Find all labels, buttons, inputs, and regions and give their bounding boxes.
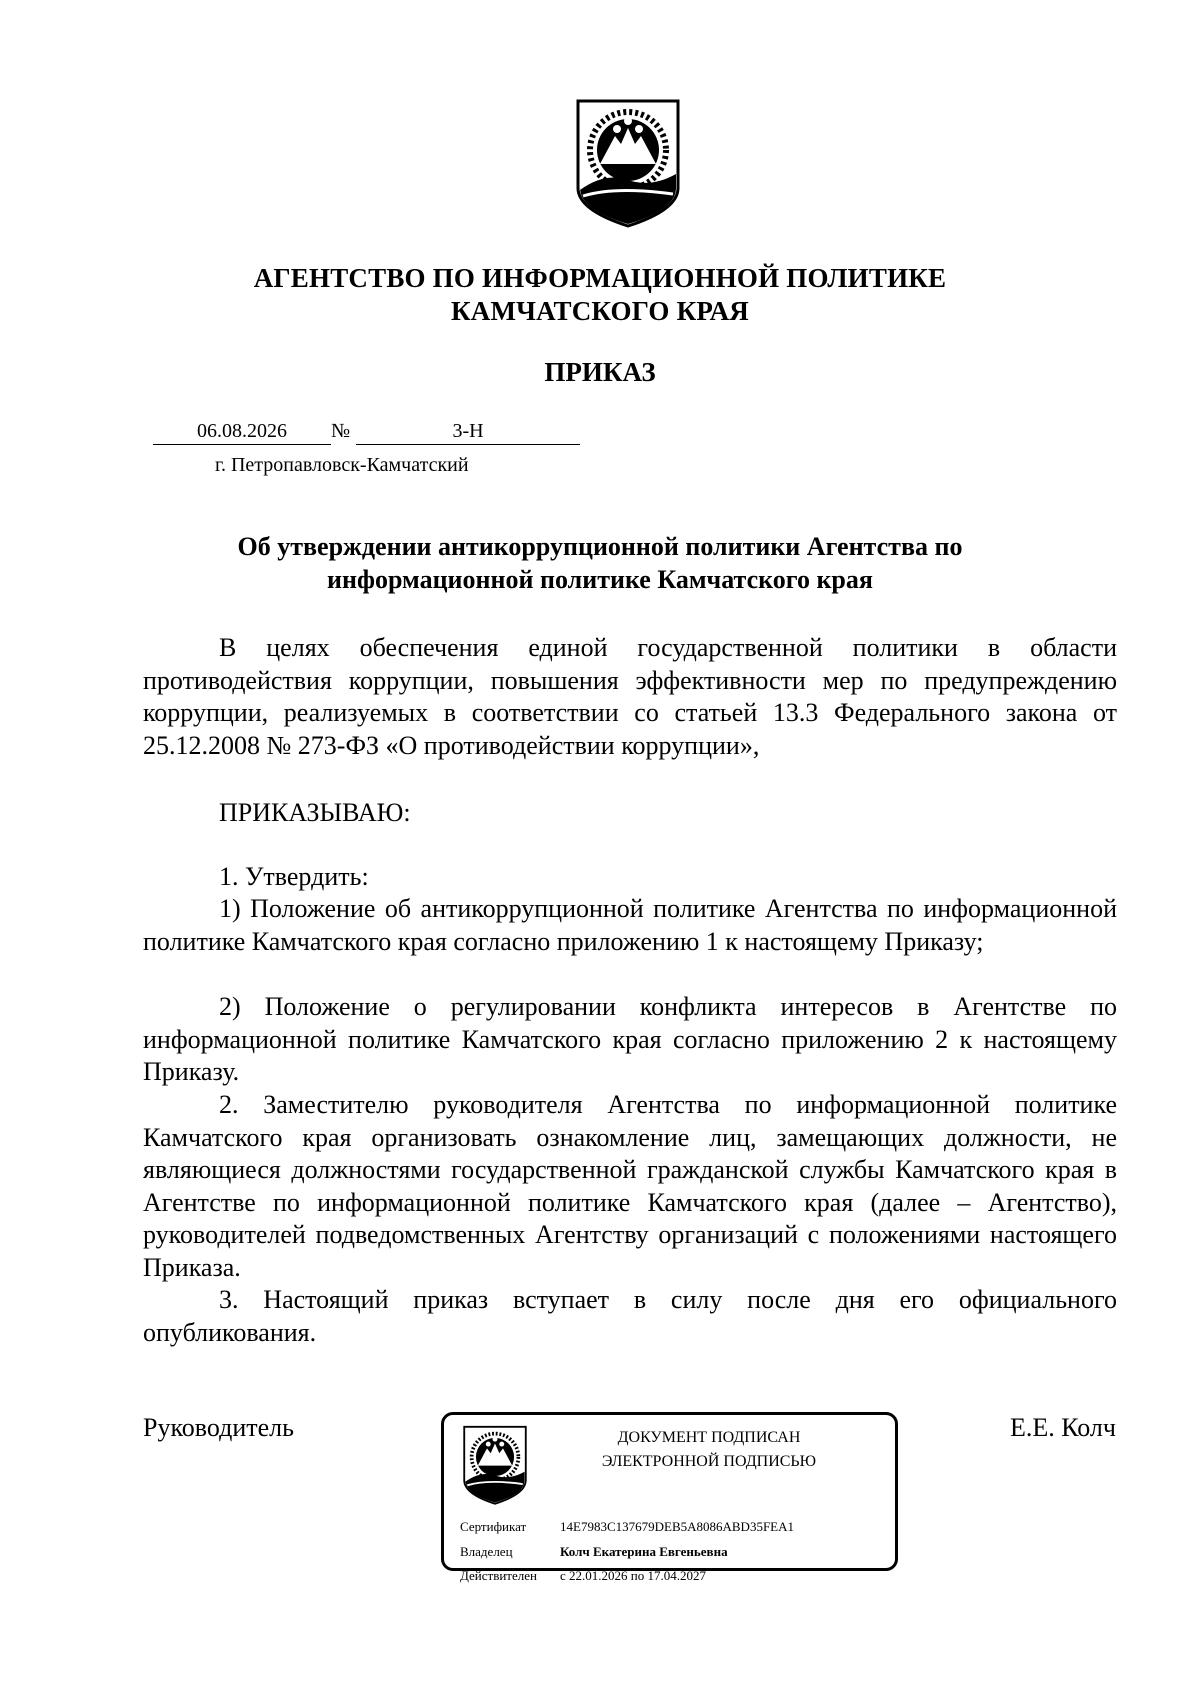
subject-line-2: информационной политике Камчатского края [327,565,873,594]
kamchatka-coat-of-arms-icon [575,98,681,228]
agency-title-line-2: КАМЧАТСКОГО КРАЯ [451,296,749,326]
stamp-owner-row [460,1544,728,1560]
city: г. Петропавловск-Камчатский [215,454,469,476]
item-1: 1. Утвердить: [219,862,369,891]
owner-label: Владелец [460,1544,513,1559]
subject-line-1: Об утверждении антикоррупционной политики Агентства по [237,532,963,561]
order-date: 06.08.2026 [153,420,331,445]
stamp-certificate-row [460,1519,794,1535]
agency-title-line-1: АГЕНТСТВО ПО ИНФОРМАЦИОННОЙ ПОЛИТИКЕ [253,263,947,293]
stamp-validity-row [460,1568,706,1584]
certificate-value: 14E7983C137679DEB5A8086ABD35FEA1 [560,1519,795,1534]
item-2: 2. Заместителю руководителя Агентства по информационной политике Камчатского края организовать ознакомление лиц, замещающих должности, не являющиеся должностями государственной гражданской службы Камчатского края в Агентстве по информационной политике Камчатского края (далее – Агентство), руководителей подведомственных Агентству организаций с положениями настоящего Приказа. [143,1090,1117,1282]
item-1-2: 2) Положение о регулировании конфликта интересов в Агентстве по информационной политике Камчатского края согласно приложению 2 к настоящему Приказу. [143,992,1117,1086]
stamp-heading-2: ЭЛЕКТРОННОЙ ПОДПИСЬЮ [601,1453,817,1470]
item-1-1: 1) Положение об антикоррупционной политике Агентства по информационной политике Камчатского края согласно приложению 1 к настоящему Приказу; [143,894,1117,956]
stamp-heading-1: ДОКУМЕНТ ПОДПИСАН [617,1429,801,1446]
order-number-sign: № [331,420,351,442]
owner-value: Колч Екатерина Евгеньевна [560,1544,728,1559]
intro-paragraph: В целях обеспечения единой государственной политики в области противодействия коррупции, повышения эффективности мер по предупреждению коррупции, реализуемых в соответствии со статьей 13.3 Федерального закона от 25.12.2008 № 273-ФЗ «О противодействии коррупции», [143,633,1117,760]
document-type: ПРИКАЗ [544,357,656,387]
validity-label: Действителен [460,1568,537,1583]
order-number: 3-Н [356,420,580,445]
order-word: ПРИКАЗЫВАЮ: [219,798,411,827]
validity-value: с 22.01.2026 по 17.04.2027 [560,1568,706,1583]
item-3: 3. Настоящий приказ вступает в силу после дня его официального опубликования. [143,1285,1117,1347]
signatory-role: Руководитель [143,1413,294,1442]
electronic-signature-stamp [441,1412,898,1583]
certificate-label: Сертификат [460,1519,527,1534]
signatory-name: Е.Е. Колч [1009,1413,1116,1442]
kamchatka-coat-of-arms-icon [461,1425,529,1505]
